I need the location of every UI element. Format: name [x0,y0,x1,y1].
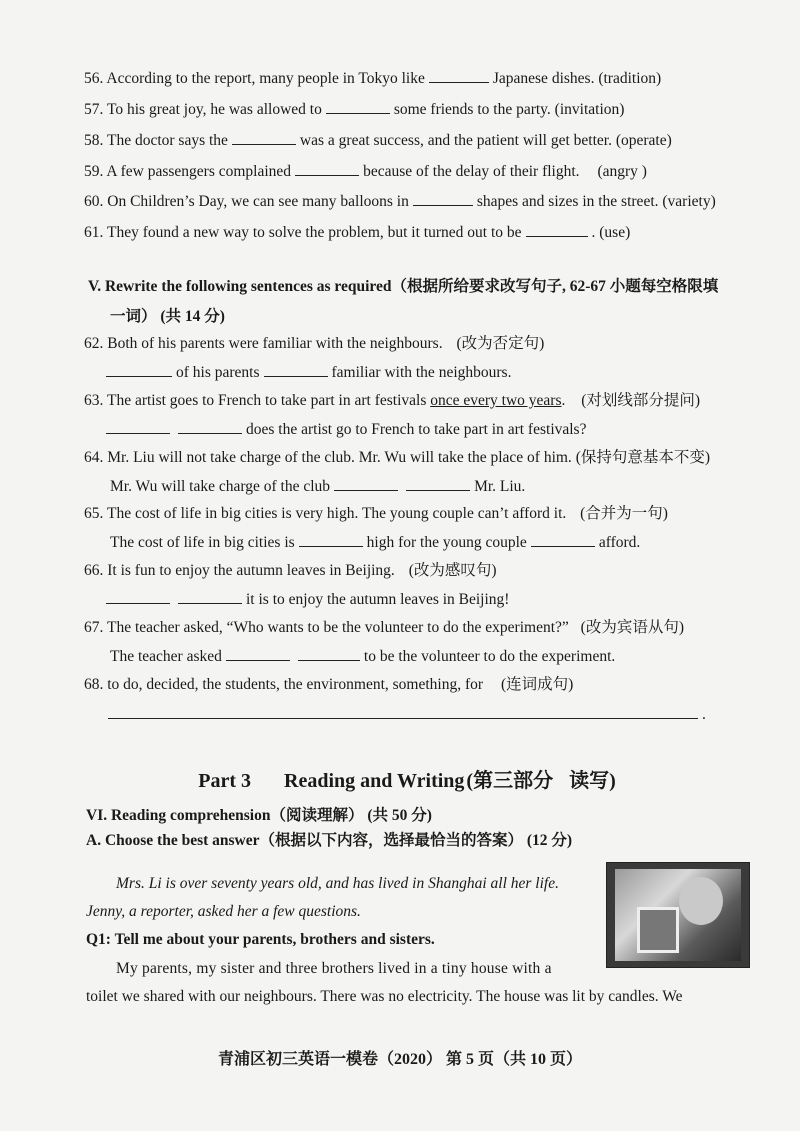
question-text: Japanese dishes. (tradition) [492,70,662,87]
footer-text: 青浦区初三英语一模卷（2020） 第 5 页（共 10 页） [217,1051,582,1068]
question-67 [84,617,800,639]
question-66-answer [106,589,800,611]
question-text: 62. Both of his parents were familiar with the neighbours. [84,335,443,352]
question-hint: (改为宾语从句) [580,619,684,636]
question-hint: (angry ) [597,163,647,180]
question-59 [84,161,800,183]
question-62 [84,333,800,355]
question-text: 63. The artist goes to French to take part in art festivals [84,392,427,409]
answer-text: of his parents [176,364,260,381]
answer-text: to be the volunteer to do the experiment. [363,648,616,665]
answer-text: . [702,706,706,723]
question-64-answer [110,476,800,498]
answer-blank[interactable] [178,589,242,604]
question-text: 66. It is fun to enjoy the autumn leaves in Beijing. [84,562,395,579]
question-text: 65. The cost of life in big cities is very high. The young couple can’t afford it. [84,505,567,522]
question-65 [84,503,800,525]
answer-blank[interactable] [295,161,359,176]
section-instruction: （阅读理解） (共 50 分) [270,807,432,824]
answer-blank[interactable] [232,130,296,145]
section-a-heading [86,830,800,852]
question-hint: (对划线部分提问) [581,392,701,409]
question-text: shapes and sizes in the street. (variety) [476,193,716,210]
answer-blank[interactable] [106,589,170,604]
question-63 [84,390,800,412]
answer-text: afford. [598,534,641,551]
paragraph-text: My parents, my sister and three brothers lived in a tiny house with a [116,960,552,977]
question-hint: (改为否定句) [456,335,545,352]
question-62-answer [106,362,800,384]
question-hint: (保持句意基本不变) [575,449,711,466]
question-66 [84,560,800,582]
section-title: A. Choose the best answer [86,832,260,849]
answer-text: familiar with the neighbours. [331,364,512,381]
question-60 [84,191,800,213]
answer-text: The teacher asked [110,648,222,665]
question-67-answer [110,646,800,668]
answer-blank[interactable] [106,419,170,434]
question-61 [84,222,800,244]
paragraph-text: toilet we shared with our neighbours. There was no electricity. The house was lit by candles. We [86,988,683,1005]
intro-line-1 [116,873,800,895]
answer-blank[interactable] [413,191,473,206]
answer-text: Mr. Liu. [474,478,526,495]
question-64 [84,447,800,469]
section-vi-heading [86,805,800,827]
section-title: VI. Reading comprehension [86,807,271,824]
answer-text: it is to enjoy the autumn leaves in Beijing! [246,591,510,608]
answer-blank[interactable] [106,362,172,377]
section-title: V. Rewrite the following sentences as required [88,278,392,295]
answer-text: does the artist go to French to take part in art festivals? [246,421,587,438]
answer-blank[interactable] [326,99,390,114]
interview-question-1 [86,929,800,951]
question-text: 61. They found a new way to solve the problem, but it turned out to be [84,224,522,241]
question-68 [84,674,800,696]
section-instruction: （根据以下内容，选择最恰当的答案） (12 分) [259,832,573,849]
answer-blank[interactable] [429,68,489,83]
answer-blank[interactable] [178,419,242,434]
part-name-cn: (第三部分 [466,770,554,792]
interview-question: Q1: Tell me about your parents, brothers and sisters. [86,931,435,948]
question-56 [84,68,800,90]
answer-blank[interactable] [526,222,588,237]
intro-text: Jenny, a reporter, asked her a few questions. [86,903,361,920]
question-hint: (合并为一句) [580,505,668,522]
question-58 [84,130,800,152]
question-text: 67. The teacher asked, “Who wants to be the volunteer to do the experiment?” [84,619,569,636]
answer-blank[interactable] [406,476,470,491]
question-text: 68. to do, decided, the students, the environment, something, for [84,676,484,693]
part-label: Part 3 [198,770,251,792]
question-text: . (use) [591,224,631,241]
section-instruction: （根据所给要求改写句子, 62-67 小题每空格限填 [391,278,719,295]
answer-blank[interactable] [299,532,363,547]
section-instruction: 一词） (共 14 分) [110,308,225,325]
question-text: 59. A few passengers complained [84,163,292,180]
page-footer [0,1046,800,1069]
section-v-heading-cont [110,306,800,328]
question-text: 56. According to the report, many people in Tokyo like [84,70,425,87]
question-text: some friends to the party. (invitation) [393,101,625,118]
question-65-answer [110,532,800,554]
underlined-phrase: once every two years [430,392,562,409]
answer-text: high for the young couple [366,534,527,551]
section-v-heading [88,276,800,298]
paragraph-line-2 [86,986,800,1008]
question-hint: (连词成句) [500,676,574,693]
question-57 [84,99,800,121]
question-63-answer [106,419,800,441]
answer-blank[interactable] [108,704,698,719]
question-text: 64. Mr. Liu will not take charge of the club. Mr. Wu will take the place of him. [84,449,572,466]
intro-line-2 [86,901,800,923]
part-name-cn: 读写) [569,770,616,792]
question-text: 60. On Children’s Day, we can see many balloons in [84,193,409,210]
question-text: 58. The doctor says the [84,132,228,149]
question-text: 57. To his great joy, he was allowed to [84,101,322,118]
part-3-title [0,764,800,793]
answer-blank[interactable] [334,476,398,491]
question-text: . [561,392,566,409]
answer-text: Mr. Wu will take charge of the club [110,478,331,495]
part-name: Reading and Writing [284,770,465,792]
question-hint: (改为感叹句) [408,562,497,579]
question-text: because of the delay of their flight. [363,163,580,180]
question-68-answer [108,704,800,726]
paragraph-line-1 [116,958,800,980]
answer-blank[interactable] [531,532,595,547]
question-text: was a great success, and the patient will get better. (operate) [299,132,672,149]
answer-blank[interactable] [298,646,360,661]
answer-blank[interactable] [226,646,290,661]
answer-blank[interactable] [264,362,328,377]
intro-text: Mrs. Li is over seventy years old, and has lived in Shanghai all her life. [116,875,559,892]
answer-text: The cost of life in big cities is [110,534,295,551]
